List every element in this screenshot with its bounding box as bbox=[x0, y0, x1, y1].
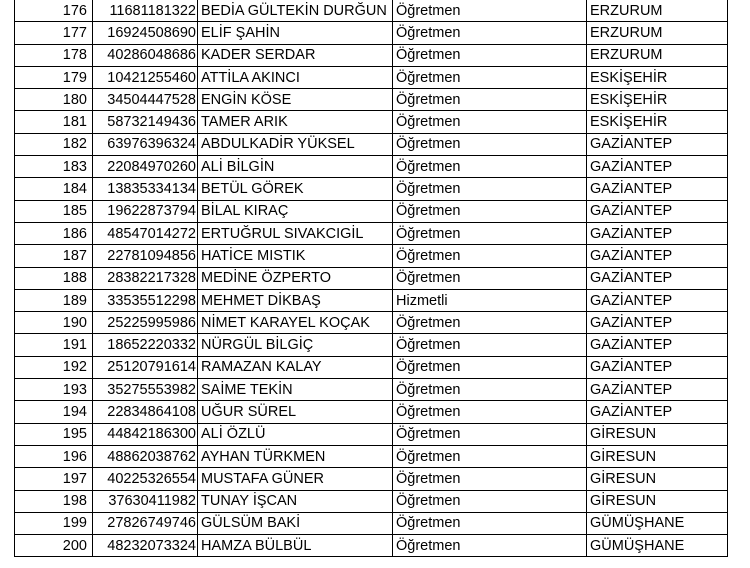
id-number-cell: 48547014272 bbox=[93, 222, 198, 244]
row-number-cell: 180 bbox=[15, 89, 93, 111]
table-row bbox=[15, 245, 728, 267]
position-cell: Öğretmen bbox=[393, 267, 587, 289]
table-row bbox=[15, 178, 728, 200]
row-number-cell: 193 bbox=[15, 379, 93, 401]
position-cell: Öğretmen bbox=[393, 44, 587, 66]
row-number-cell: 183 bbox=[15, 156, 93, 178]
full-name-cell: MEHMET DİKBAŞ bbox=[198, 289, 393, 311]
id-number-cell: 35275553982 bbox=[93, 379, 198, 401]
table-row bbox=[15, 312, 728, 334]
id-number-cell: 63976396324 bbox=[93, 133, 198, 155]
id-number-cell: 10421255460 bbox=[93, 66, 198, 88]
full-name-cell: BETÜL GÖREK bbox=[198, 178, 393, 200]
position-cell: Öğretmen bbox=[393, 178, 587, 200]
table-row bbox=[15, 379, 728, 401]
city-cell: ERZURUM bbox=[587, 0, 728, 22]
table-row bbox=[15, 22, 728, 44]
city-cell: ESKİŞEHİR bbox=[587, 66, 728, 88]
id-number-cell: 33535512298 bbox=[93, 289, 198, 311]
position-cell: Öğretmen bbox=[393, 0, 587, 22]
table-row bbox=[15, 289, 728, 311]
full-name-cell: SAİME TEKİN bbox=[198, 379, 393, 401]
full-name-cell: NİMET KARAYEL KOÇAK bbox=[198, 312, 393, 334]
city-cell: GİRESUN bbox=[587, 445, 728, 467]
row-number-cell: 186 bbox=[15, 222, 93, 244]
row-number-cell: 181 bbox=[15, 111, 93, 133]
id-number-cell: 34504447528 bbox=[93, 89, 198, 111]
id-number-cell: 25225995986 bbox=[93, 312, 198, 334]
position-cell: Öğretmen bbox=[393, 66, 587, 88]
table-row bbox=[15, 66, 728, 88]
table-row bbox=[15, 423, 728, 445]
id-number-cell: 11681181322 bbox=[93, 0, 198, 22]
table-row bbox=[15, 200, 728, 222]
position-cell: Öğretmen bbox=[393, 423, 587, 445]
position-cell: Öğretmen bbox=[393, 379, 587, 401]
row-number-cell: 184 bbox=[15, 178, 93, 200]
table-row bbox=[15, 0, 728, 22]
id-number-cell: 44842186300 bbox=[93, 423, 198, 445]
row-number-cell: 182 bbox=[15, 133, 93, 155]
row-number-cell: 179 bbox=[15, 66, 93, 88]
city-cell: GAZİANTEP bbox=[587, 401, 728, 423]
row-number-cell: 185 bbox=[15, 200, 93, 222]
id-number-cell: 13835334134 bbox=[93, 178, 198, 200]
row-number-cell: 199 bbox=[15, 512, 93, 534]
id-number-cell: 16924508690 bbox=[93, 22, 198, 44]
city-cell: GİRESUN bbox=[587, 490, 728, 512]
full-name-cell: ALİ BİLGİN bbox=[198, 156, 393, 178]
row-number-cell: 194 bbox=[15, 401, 93, 423]
id-number-cell: 48862038762 bbox=[93, 445, 198, 467]
position-cell: Öğretmen bbox=[393, 312, 587, 334]
row-number-cell: 196 bbox=[15, 445, 93, 467]
full-name-cell: MEDİNE ÖZPERTO bbox=[198, 267, 393, 289]
id-number-cell: 22084970260 bbox=[93, 156, 198, 178]
table-row bbox=[15, 490, 728, 512]
full-name-cell: KADER SERDAR bbox=[198, 44, 393, 66]
city-cell: ERZURUM bbox=[587, 44, 728, 66]
id-number-cell: 25120791614 bbox=[93, 356, 198, 378]
position-cell: Öğretmen bbox=[393, 22, 587, 44]
position-cell: Öğretmen bbox=[393, 222, 587, 244]
full-name-cell: ERTUĞRUL SIVAKCIGİL bbox=[198, 222, 393, 244]
position-cell: Öğretmen bbox=[393, 512, 587, 534]
full-name-cell: ABDULKADİR YÜKSEL bbox=[198, 133, 393, 155]
table-row bbox=[15, 156, 728, 178]
table-row bbox=[15, 535, 728, 557]
full-name-cell: AYHAN TÜRKMEN bbox=[198, 445, 393, 467]
position-cell: Öğretmen bbox=[393, 468, 587, 490]
table-row bbox=[15, 89, 728, 111]
table-row bbox=[15, 356, 728, 378]
table-row bbox=[15, 267, 728, 289]
table-row bbox=[15, 133, 728, 155]
row-number-cell: 198 bbox=[15, 490, 93, 512]
row-number-cell: 177 bbox=[15, 22, 93, 44]
full-name-cell: ENGİN KÖSE bbox=[198, 89, 393, 111]
row-number-cell: 189 bbox=[15, 289, 93, 311]
position-cell: Öğretmen bbox=[393, 200, 587, 222]
position-cell: Öğretmen bbox=[393, 133, 587, 155]
id-number-cell: 22834864108 bbox=[93, 401, 198, 423]
city-cell: GAZİANTEP bbox=[587, 222, 728, 244]
table-row bbox=[15, 445, 728, 467]
full-name-cell: ATTİLA AKINCI bbox=[198, 66, 393, 88]
full-name-cell: ELİF ŞAHİN bbox=[198, 22, 393, 44]
id-number-cell: 48232073324 bbox=[93, 535, 198, 557]
position-cell: Öğretmen bbox=[393, 490, 587, 512]
table-row bbox=[15, 401, 728, 423]
position-cell: Öğretmen bbox=[393, 535, 587, 557]
position-cell: Öğretmen bbox=[393, 245, 587, 267]
id-number-cell: 19622873794 bbox=[93, 200, 198, 222]
row-number-cell: 176 bbox=[15, 0, 93, 22]
city-cell: GAZİANTEP bbox=[587, 245, 728, 267]
city-cell: GAZİANTEP bbox=[587, 178, 728, 200]
row-number-cell: 195 bbox=[15, 423, 93, 445]
table-row bbox=[15, 44, 728, 66]
city-cell: ESKİŞEHİR bbox=[587, 111, 728, 133]
full-name-cell: ALİ ÖZLÜ bbox=[198, 423, 393, 445]
full-name-cell: HATİCE MISTIK bbox=[198, 245, 393, 267]
table-row bbox=[15, 222, 728, 244]
table-row bbox=[15, 334, 728, 356]
city-cell: GÜMÜŞHANE bbox=[587, 535, 728, 557]
table-row bbox=[15, 468, 728, 490]
position-cell: Öğretmen bbox=[393, 89, 587, 111]
city-cell: GAZİANTEP bbox=[587, 133, 728, 155]
full-name-cell: TUNAY İŞCAN bbox=[198, 490, 393, 512]
id-number-cell: 37630411982 bbox=[93, 490, 198, 512]
position-cell: Hizmetli bbox=[393, 289, 587, 311]
full-name-cell: GÜLSÜM BAKİ bbox=[198, 512, 393, 534]
full-name-cell: NÜRGÜL BİLGİÇ bbox=[198, 334, 393, 356]
city-cell: GAZİANTEP bbox=[587, 156, 728, 178]
id-number-cell: 27826749746 bbox=[93, 512, 198, 534]
city-cell: GAZİANTEP bbox=[587, 289, 728, 311]
city-cell: GAZİANTEP bbox=[587, 200, 728, 222]
city-cell: GİRESUN bbox=[587, 423, 728, 445]
id-number-cell: 58732149436 bbox=[93, 111, 198, 133]
full-name-cell: MUSTAFA GÜNER bbox=[198, 468, 393, 490]
row-number-cell: 187 bbox=[15, 245, 93, 267]
table-row bbox=[15, 512, 728, 534]
table-body bbox=[15, 0, 728, 557]
row-number-cell: 191 bbox=[15, 334, 93, 356]
city-cell: GAZİANTEP bbox=[587, 267, 728, 289]
row-number-cell: 178 bbox=[15, 44, 93, 66]
full-name-cell: BEDİA GÜLTEKİN DURĞUN bbox=[198, 0, 393, 22]
row-number-cell: 190 bbox=[15, 312, 93, 334]
row-number-cell: 192 bbox=[15, 356, 93, 378]
full-name-cell: RAMAZAN KALAY bbox=[198, 356, 393, 378]
position-cell: Öğretmen bbox=[393, 334, 587, 356]
full-name-cell: BİLAL KIRAÇ bbox=[198, 200, 393, 222]
position-cell: Öğretmen bbox=[393, 356, 587, 378]
position-cell: Öğretmen bbox=[393, 401, 587, 423]
row-number-cell: 200 bbox=[15, 535, 93, 557]
full-name-cell: HAMZA BÜLBÜL bbox=[198, 535, 393, 557]
id-number-cell: 40225326554 bbox=[93, 468, 198, 490]
city-cell: ERZURUM bbox=[587, 22, 728, 44]
city-cell: GİRESUN bbox=[587, 468, 728, 490]
position-cell: Öğretmen bbox=[393, 156, 587, 178]
city-cell: ESKİŞEHİR bbox=[587, 89, 728, 111]
id-number-cell: 40286048686 bbox=[93, 44, 198, 66]
id-number-cell: 22781094856 bbox=[93, 245, 198, 267]
city-cell: GAZİANTEP bbox=[587, 356, 728, 378]
city-cell: GAZİANTEP bbox=[587, 334, 728, 356]
id-number-cell: 28382217328 bbox=[93, 267, 198, 289]
row-number-cell: 188 bbox=[15, 267, 93, 289]
personnel-table bbox=[14, 0, 728, 557]
city-cell: GAZİANTEP bbox=[587, 379, 728, 401]
full-name-cell: TAMER ARIK bbox=[198, 111, 393, 133]
position-cell: Öğretmen bbox=[393, 445, 587, 467]
id-number-cell: 18652220332 bbox=[93, 334, 198, 356]
city-cell: GAZİANTEP bbox=[587, 312, 728, 334]
table-row bbox=[15, 111, 728, 133]
city-cell: GÜMÜŞHANE bbox=[587, 512, 728, 534]
full-name-cell: UĞUR SÜREL bbox=[198, 401, 393, 423]
position-cell: Öğretmen bbox=[393, 111, 587, 133]
row-number-cell: 197 bbox=[15, 468, 93, 490]
